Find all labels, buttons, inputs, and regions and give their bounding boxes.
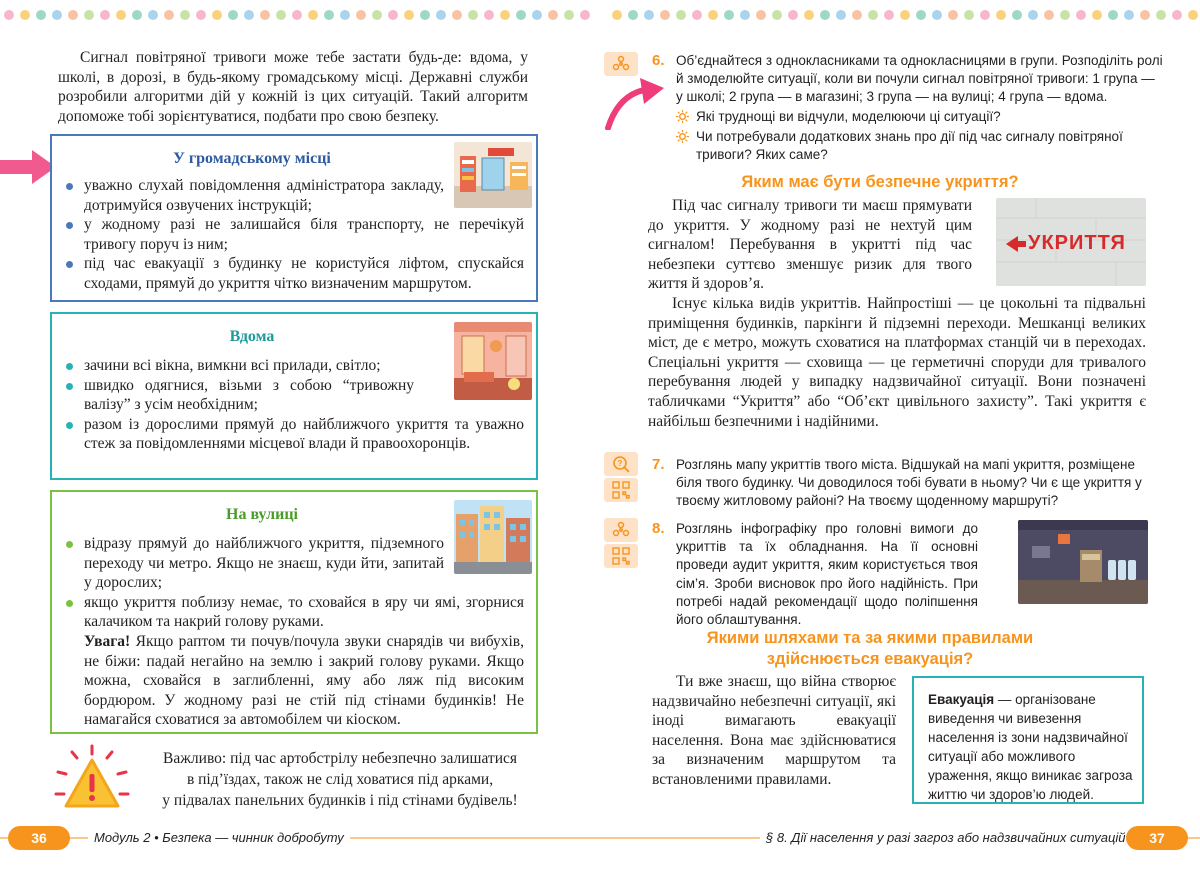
decor-dot bbox=[980, 10, 990, 20]
list-item: у жодному разі не залишайся біля транспорту, не перечікуй тривогу поруч із ним; bbox=[62, 215, 524, 254]
decor-dot bbox=[436, 10, 446, 20]
decor-dot bbox=[292, 10, 302, 20]
decor-dot bbox=[340, 10, 350, 20]
decor-dot bbox=[260, 10, 270, 20]
qr-tag bbox=[604, 544, 638, 568]
group-work-tag bbox=[604, 52, 638, 76]
top-dots-decoration bbox=[0, 10, 1200, 22]
important-note: Важливо: під час артобстрілу небезпечно залишатися в під’їздах, також не слід ховатися під арками, у підвалах панельних будинків і під стінами будівель! bbox=[162, 750, 518, 809]
decor-dot bbox=[500, 10, 510, 20]
decor-dot bbox=[1140, 10, 1150, 20]
decor-dot bbox=[452, 10, 462, 20]
decor-dot bbox=[484, 10, 494, 20]
intro-paragraph: Сигнал повітряної тривоги може тебе застати будь-де: вдома, у школі, в дорозі, в будь-якому громадському місці. Державні служби розробили алгоритми дій у кожній із цих ситуацій. Такий алгоритм допоможе тобі зорієнтуватися, подбати про свою безпеку. bbox=[58, 49, 528, 125]
decor-dot bbox=[372, 10, 382, 20]
decor-dot bbox=[180, 10, 190, 20]
definition-box bbox=[912, 676, 1144, 804]
decor-dot bbox=[1172, 10, 1182, 20]
box-public-list bbox=[62, 176, 524, 294]
decor-dot bbox=[468, 10, 478, 20]
decor-dot bbox=[420, 10, 430, 20]
decor-dot bbox=[724, 10, 734, 20]
decor-dot bbox=[868, 10, 878, 20]
decor-dot bbox=[564, 10, 574, 20]
definition-term: Евакуація bbox=[928, 692, 995, 707]
decor-dot bbox=[948, 10, 958, 20]
decor-dot bbox=[196, 10, 206, 20]
decor-dot bbox=[964, 10, 974, 20]
shelter-paragraph-1: Під час сигналу тривоги ти маєш прямувати до укриття. У жодному разі не нехтуй цим сигналом! Перебування в укритті під час небезпеки суттєво зменшує ризик для твого життя й здоров’я. bbox=[648, 197, 972, 293]
decor-dot bbox=[1124, 10, 1134, 20]
task8-text: Розглянь інфографіку про головні вимоги до укриттів та їх обладнання. На її основні проведи аудит укриття, яким користується твоя сім’я. Зроби висновок про його надійність. При потребі надай рекомендації щодо поліпшення його облаштування. bbox=[676, 521, 978, 628]
decor-dot bbox=[756, 10, 766, 20]
decor-dot bbox=[84, 10, 94, 20]
decor-dot bbox=[228, 10, 238, 20]
decor-dot bbox=[900, 10, 910, 20]
decor-dot bbox=[772, 10, 782, 20]
decor-dot bbox=[1108, 10, 1118, 20]
decor-dot bbox=[1044, 10, 1054, 20]
group-work-tag bbox=[604, 518, 638, 542]
decor-dot bbox=[740, 10, 750, 20]
list-item: під час евакуації з будинку не користуйся ліфтом, спускайся сходами, прямуй до укриття чітко визначеним маршрутом. bbox=[62, 254, 524, 293]
decor-dot bbox=[212, 10, 222, 20]
decor-dot bbox=[20, 10, 30, 20]
decor-dot bbox=[148, 10, 158, 20]
evacuation-paragraph: Ти вже знаєш, що війна створює надзвичайно небезпечні ситуації, які іноді вимагають евакуації населення. Вона має здійснюватися за визначеним маршрутом та встановленими правилами. bbox=[652, 673, 896, 788]
group-icon bbox=[612, 521, 630, 539]
sun-bullet-icon bbox=[676, 130, 689, 143]
decor-dot bbox=[916, 10, 926, 20]
street-illustration bbox=[454, 500, 532, 574]
decor-dot bbox=[36, 10, 46, 20]
decor-dot bbox=[516, 10, 526, 20]
store-illustration bbox=[454, 142, 532, 208]
box-public-title: У громадському місці bbox=[173, 150, 331, 167]
warning-triangle-icon bbox=[52, 744, 132, 810]
decor-dot bbox=[932, 10, 942, 20]
decor-dot bbox=[1060, 10, 1070, 20]
task6-number: 6. bbox=[652, 52, 665, 69]
decor-dot bbox=[836, 10, 846, 20]
warning-paragraph: Увага! Якщо раптом ти почув/почула звуки снарядів чи вибухів, не біжи: падай негайно на землю і закрий голову руками. Якщо можна, сховайся в заглибленні, яму або ляж під високим бордюром. У жодному разі не стій під стінами будинків! Не намагайся сховатися за автомобілем чи кіоском. bbox=[84, 633, 524, 729]
decor-dot bbox=[1188, 10, 1198, 20]
decor-dot bbox=[660, 10, 670, 20]
box-street bbox=[50, 490, 538, 734]
box-home-title: Вдома bbox=[229, 328, 275, 345]
shelter-sign-text: УКРИТТЯ bbox=[1028, 232, 1126, 254]
heading-safe-shelter: Яким має бути безпечне укриття? bbox=[741, 173, 1019, 191]
list-item: уважно слухай повідомлення адміністратора закладу, дотримуйся озвучених інструкцій; bbox=[62, 176, 444, 215]
decor-dot bbox=[276, 10, 286, 20]
search-question-icon bbox=[612, 455, 630, 473]
home-illustration bbox=[454, 322, 532, 400]
box-street-title: На вулиці bbox=[226, 506, 298, 523]
task7-number: 7. bbox=[652, 456, 665, 473]
list-item: разом із дорослими прямуй до найближчого укриття та уважно стеж за повідомленнями місцевої влади й правоохоронців. bbox=[62, 415, 524, 454]
decor-dot bbox=[996, 10, 1006, 20]
box-home bbox=[50, 312, 538, 480]
definition-text: Евакуація — організоване виведення чи вивезення населення із зони надзвичайної ситуації або можливого ураження, якщо виникає загроза життю чи здоров’ю людей. bbox=[928, 692, 1133, 802]
shelter-room-illustration bbox=[1018, 520, 1148, 604]
svg-text:?: ? bbox=[617, 459, 623, 468]
question-tag bbox=[604, 452, 638, 476]
decor-dot bbox=[356, 10, 366, 20]
box-home-list bbox=[62, 356, 524, 454]
decor-dot bbox=[628, 10, 638, 20]
decor-dot bbox=[1012, 10, 1022, 20]
decor-dot bbox=[644, 10, 654, 20]
task6-text: Об’єднайтеся з однокласниками та однокласницями в групи. Розподіліть ролі й змоделюйте ситуації, коли ви почули сигнал повітряної тривоги: 1 група — у школі; 2 група — в магазині; 3 група — на вулиці; 4 група — вдома. bbox=[676, 53, 1163, 105]
decor-dot bbox=[804, 10, 814, 20]
list-item: швидко одягнися, візьми з собою “тривожну валізу” з усім необхідним; bbox=[62, 376, 414, 415]
task8-number: 8. bbox=[652, 520, 665, 537]
box-public-place bbox=[50, 134, 538, 302]
page-number-right: 37 bbox=[1126, 826, 1188, 850]
decor-dot bbox=[68, 10, 78, 20]
task7-text: Розглянь мапу укриттів твого міста. Відшукай на мапі укриття, розміщене біля твого будинку. Чи доводилося тобі бувати в ньому? Чи є ще укриття у твоєму житловому районі? На твоєму щоденному маршруті? bbox=[676, 457, 1142, 509]
pink-curved-arrow-icon bbox=[604, 74, 666, 130]
list-item: якщо укриття поблизу немає, то сховайся в яру чи ямі, згорнися калачиком та накрий голову руками. bbox=[62, 593, 524, 632]
decor-dot bbox=[708, 10, 718, 20]
decor-dot bbox=[164, 10, 174, 20]
decor-dot bbox=[4, 10, 14, 20]
decor-dot bbox=[1028, 10, 1038, 20]
shelter-paragraph-2: Існує кілька видів укриттів. Найпростіші — це цокольні та підвальні приміщення будинків, паркінги й підземні переходи. Мешканці великих міст, де є метро, можуть сховатися на платформах станцій чи в переходах. Спеціальні укриття — сховища — це герметичні споруди для тривалого перебування людей у випадку надзвичайної ситуації. Вони позначені табличками “Укриття” або “Об’єкт цивільного захисту”. Такі укриття є найбільш безпечними і надійними. bbox=[648, 295, 1146, 430]
decor-dot bbox=[692, 10, 702, 20]
decor-dot bbox=[308, 10, 318, 20]
qr-code-icon bbox=[612, 547, 630, 565]
heading-evacuation: Якими шляхами та за якими правилами здійснюється евакуація? bbox=[706, 629, 1034, 668]
decor-dot bbox=[884, 10, 894, 20]
decor-dot bbox=[676, 10, 686, 20]
decor-dot bbox=[100, 10, 110, 20]
pink-arrow-icon bbox=[0, 150, 56, 184]
decor-dot bbox=[580, 10, 590, 20]
decor-dot bbox=[116, 10, 126, 20]
decor-dot bbox=[244, 10, 254, 20]
list-item: відразу прямуй до найближчого укриття, підземного переходу чи метро. Якщо не знаєш, куди йти, запитай у дорослих; bbox=[62, 534, 444, 593]
list-item: зачини всі вікна, вимкни всі прилади, світло; bbox=[62, 356, 444, 376]
decor-dot bbox=[852, 10, 862, 20]
decor-dot bbox=[404, 10, 414, 20]
group-icon bbox=[612, 55, 630, 73]
decor-dot bbox=[788, 10, 798, 20]
decor-dot bbox=[1076, 10, 1086, 20]
shelter-sign-photo bbox=[996, 198, 1146, 286]
decor-dot bbox=[324, 10, 334, 20]
box-street-list bbox=[62, 534, 524, 632]
footer-left: Модуль 2 • Безпека — чинник добробуту bbox=[88, 828, 350, 848]
decor-dot bbox=[1092, 10, 1102, 20]
decor-dot bbox=[820, 10, 830, 20]
qr-code-icon bbox=[612, 481, 630, 499]
page-number-left: 36 bbox=[8, 826, 70, 850]
qr-tag bbox=[604, 478, 638, 502]
footer-right: § 8. Дії населення у разі загроз або надзвичайних ситуацій bbox=[760, 828, 1132, 848]
decor-dot bbox=[52, 10, 62, 20]
decor-dot bbox=[548, 10, 558, 20]
decor-dot bbox=[1156, 10, 1166, 20]
decor-dot bbox=[388, 10, 398, 20]
decor-dot bbox=[132, 10, 142, 20]
sun-bullet-icon bbox=[676, 110, 689, 123]
task6-question1: Які труднощі ви відчули, моделюючи ці ситуації? bbox=[676, 108, 1156, 126]
decor-dot bbox=[612, 10, 622, 20]
task6-question2: Чи потребували додаткових знань про дії під час сигналу повітряної тривоги? Яких саме? bbox=[676, 128, 1156, 164]
decor-dot bbox=[532, 10, 542, 20]
warning-label: Увага! bbox=[84, 633, 131, 650]
